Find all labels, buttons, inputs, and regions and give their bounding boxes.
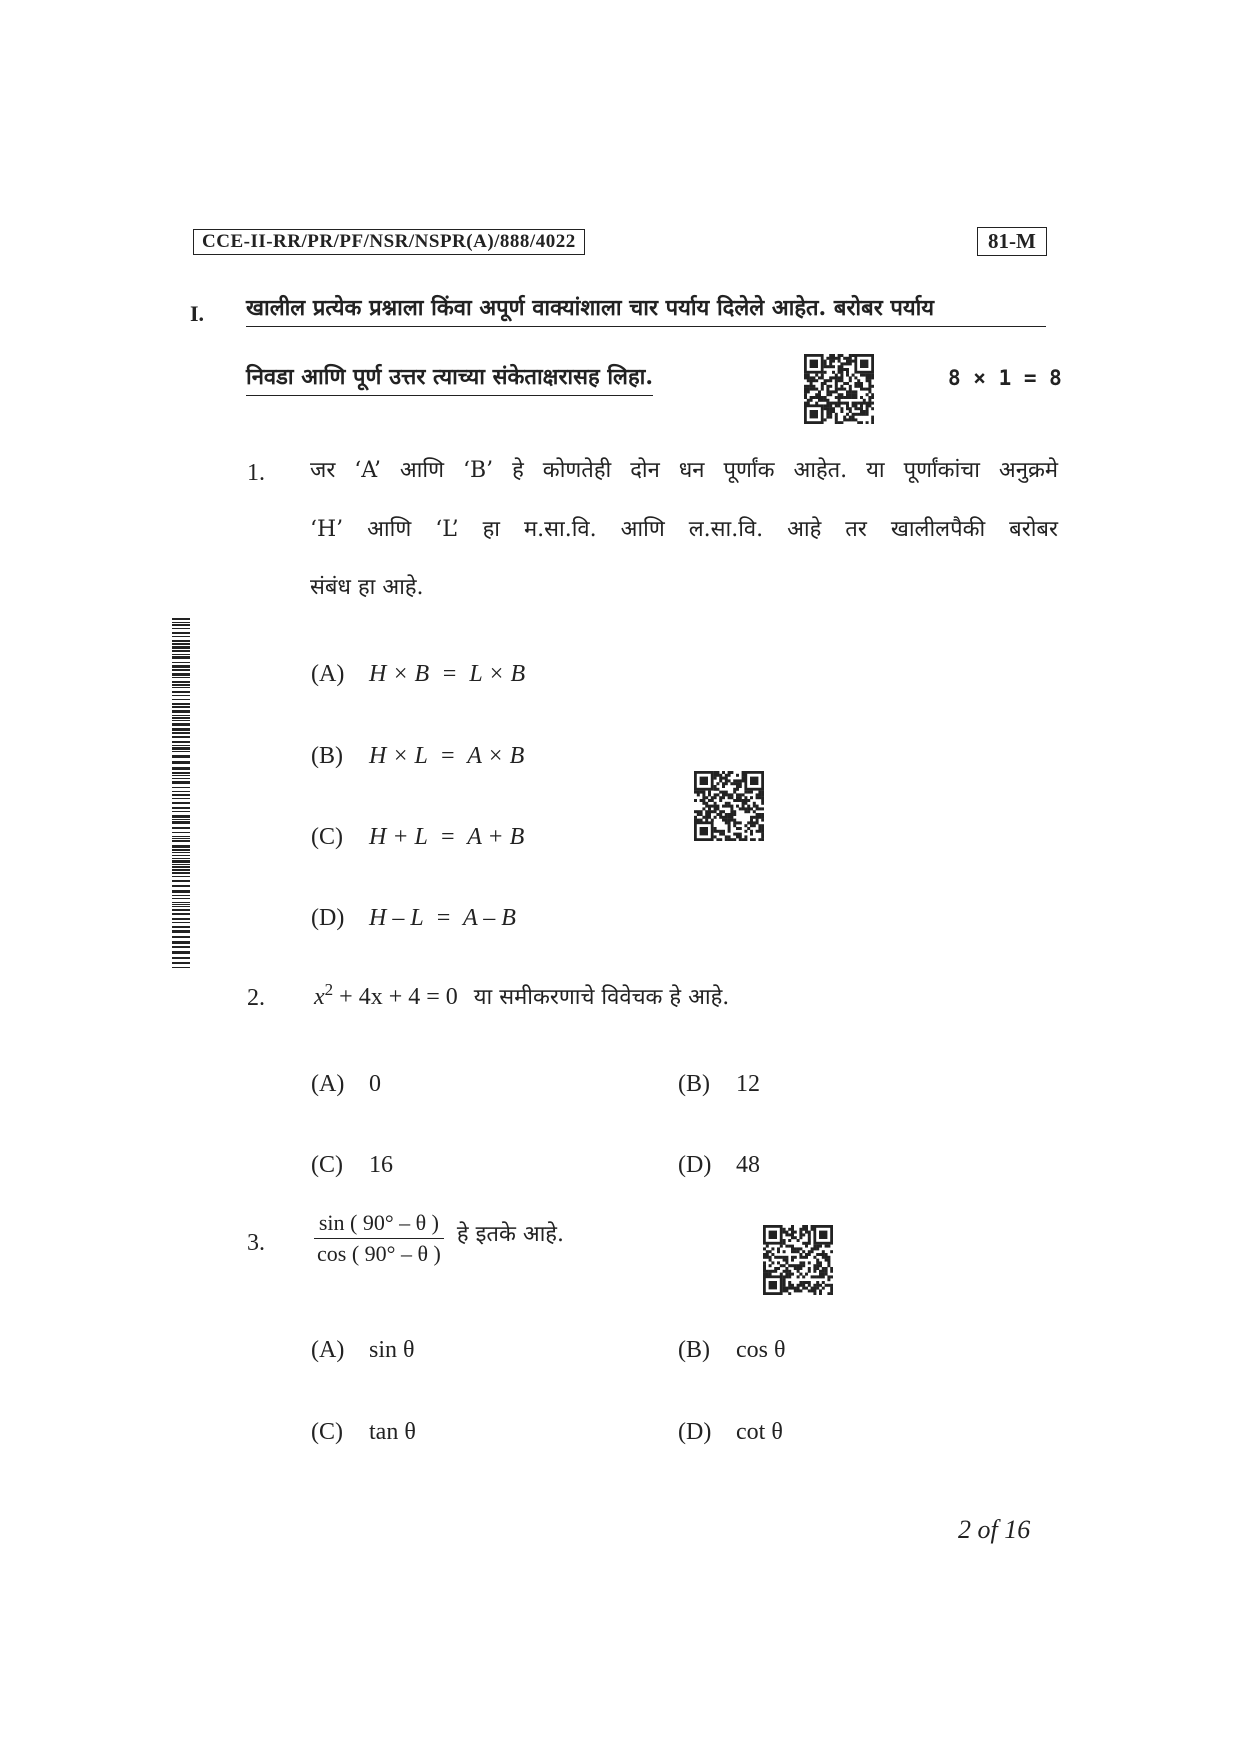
section-instruction-line2: निवडा आणि पूर्ण उत्तर त्याच्या संकेताक्षरासह लिहा.	[246, 361, 653, 396]
option-label: (C)	[311, 824, 343, 850]
question-3-text: हे इतके आहे.	[456, 1222, 564, 1247]
equation-rest: + 4x + 4 = 0	[333, 984, 458, 1010]
section-marks: 8 × 1 = 8	[948, 366, 1062, 390]
question-2-option-c	[311, 1152, 393, 1179]
question-3-option-c	[311, 1419, 416, 1446]
option-label: (A)	[311, 661, 345, 687]
section-instruction-line1: खालील प्रत्येक प्रश्नाला किंवा अपूर्ण वाक्यांशाला चार पर्याय दिलेले आहेत. बरोबर पर्याय	[246, 292, 1046, 327]
option-label: (A)	[311, 1071, 345, 1097]
qr-code-icon	[694, 771, 764, 841]
question-2-stem	[314, 980, 729, 1011]
option-label: (D)	[311, 905, 345, 931]
page-current: 2	[958, 1515, 971, 1544]
option-text: H × B = L × B	[369, 661, 526, 687]
question-2-option-d	[678, 1152, 760, 1179]
fraction-numerator: sin ( 90° – θ )	[314, 1210, 444, 1239]
question-1-line1: जर ‘A’ आणि ‘B’ हे कोणतेही दोन धन पूर्णांक आहेत. या पूर्णांकांचा अनुक्रमे	[310, 458, 1058, 483]
question-3-stem	[314, 1210, 564, 1267]
question-1-option-b	[311, 743, 524, 770]
question-3-option-a	[311, 1337, 415, 1364]
option-label: (B)	[311, 743, 343, 769]
option-label: (B)	[678, 1337, 710, 1363]
option-text: H – L = A – B	[369, 905, 516, 931]
option-text: 12	[736, 1071, 760, 1097]
barcode-icon	[172, 618, 190, 968]
option-label: (C)	[311, 1419, 343, 1445]
option-label: (C)	[311, 1152, 343, 1178]
paper-code: CCE-II-RR/PR/PF/NSR/NSPR(A)/888/4022	[193, 229, 585, 255]
page-number	[958, 1515, 1030, 1545]
option-label: (B)	[678, 1071, 710, 1097]
qr-code-icon	[804, 354, 874, 424]
option-text: H × L = A × B	[369, 743, 525, 769]
option-text: tan θ	[369, 1419, 416, 1445]
equation-exponent: 2	[324, 980, 334, 999]
section-number: I.	[190, 301, 205, 326]
page-of: of	[977, 1515, 998, 1544]
option-text: cot θ	[736, 1419, 783, 1445]
equation-base: x	[314, 984, 325, 1010]
qr-code-icon	[763, 1225, 833, 1295]
option-text: cos θ	[736, 1337, 786, 1363]
question-3-number: 3.	[247, 1230, 265, 1256]
question-2-text: या समीकरणाचे विवेचक हे आहे.	[473, 985, 730, 1010]
question-3-fraction	[314, 1210, 444, 1267]
question-2-option-a	[311, 1071, 381, 1098]
question-1-option-c	[311, 824, 524, 851]
page-total: 16	[1004, 1515, 1031, 1544]
fraction-denominator: cos ( 90° – θ )	[317, 1241, 441, 1266]
option-text: sin θ	[369, 1337, 415, 1363]
question-3-option-d	[678, 1419, 783, 1446]
option-label: (A)	[311, 1337, 345, 1363]
option-text: 16	[369, 1152, 393, 1178]
question-1-number: 1.	[247, 460, 265, 486]
question-1-line2: ‘H’ आणि ‘L’ हा म.सा.वि. आणि ल.सा.वि. आहे तर खालीलपैकी बरोबर	[310, 517, 1058, 542]
option-text: 48	[736, 1152, 760, 1178]
question-1-option-d	[311, 905, 516, 932]
question-2-option-b	[678, 1071, 760, 1098]
subject-code: 81-M	[977, 227, 1047, 256]
option-label: (D)	[678, 1152, 712, 1178]
option-label: (D)	[678, 1419, 712, 1445]
question-1-line3: संबंध हा आहे.	[310, 575, 424, 600]
option-text: 0	[369, 1071, 381, 1097]
question-1-option-a	[311, 661, 525, 688]
question-2-number: 2.	[247, 985, 265, 1011]
question-3-option-b	[678, 1337, 786, 1364]
option-text: H + L = A + B	[369, 824, 525, 850]
